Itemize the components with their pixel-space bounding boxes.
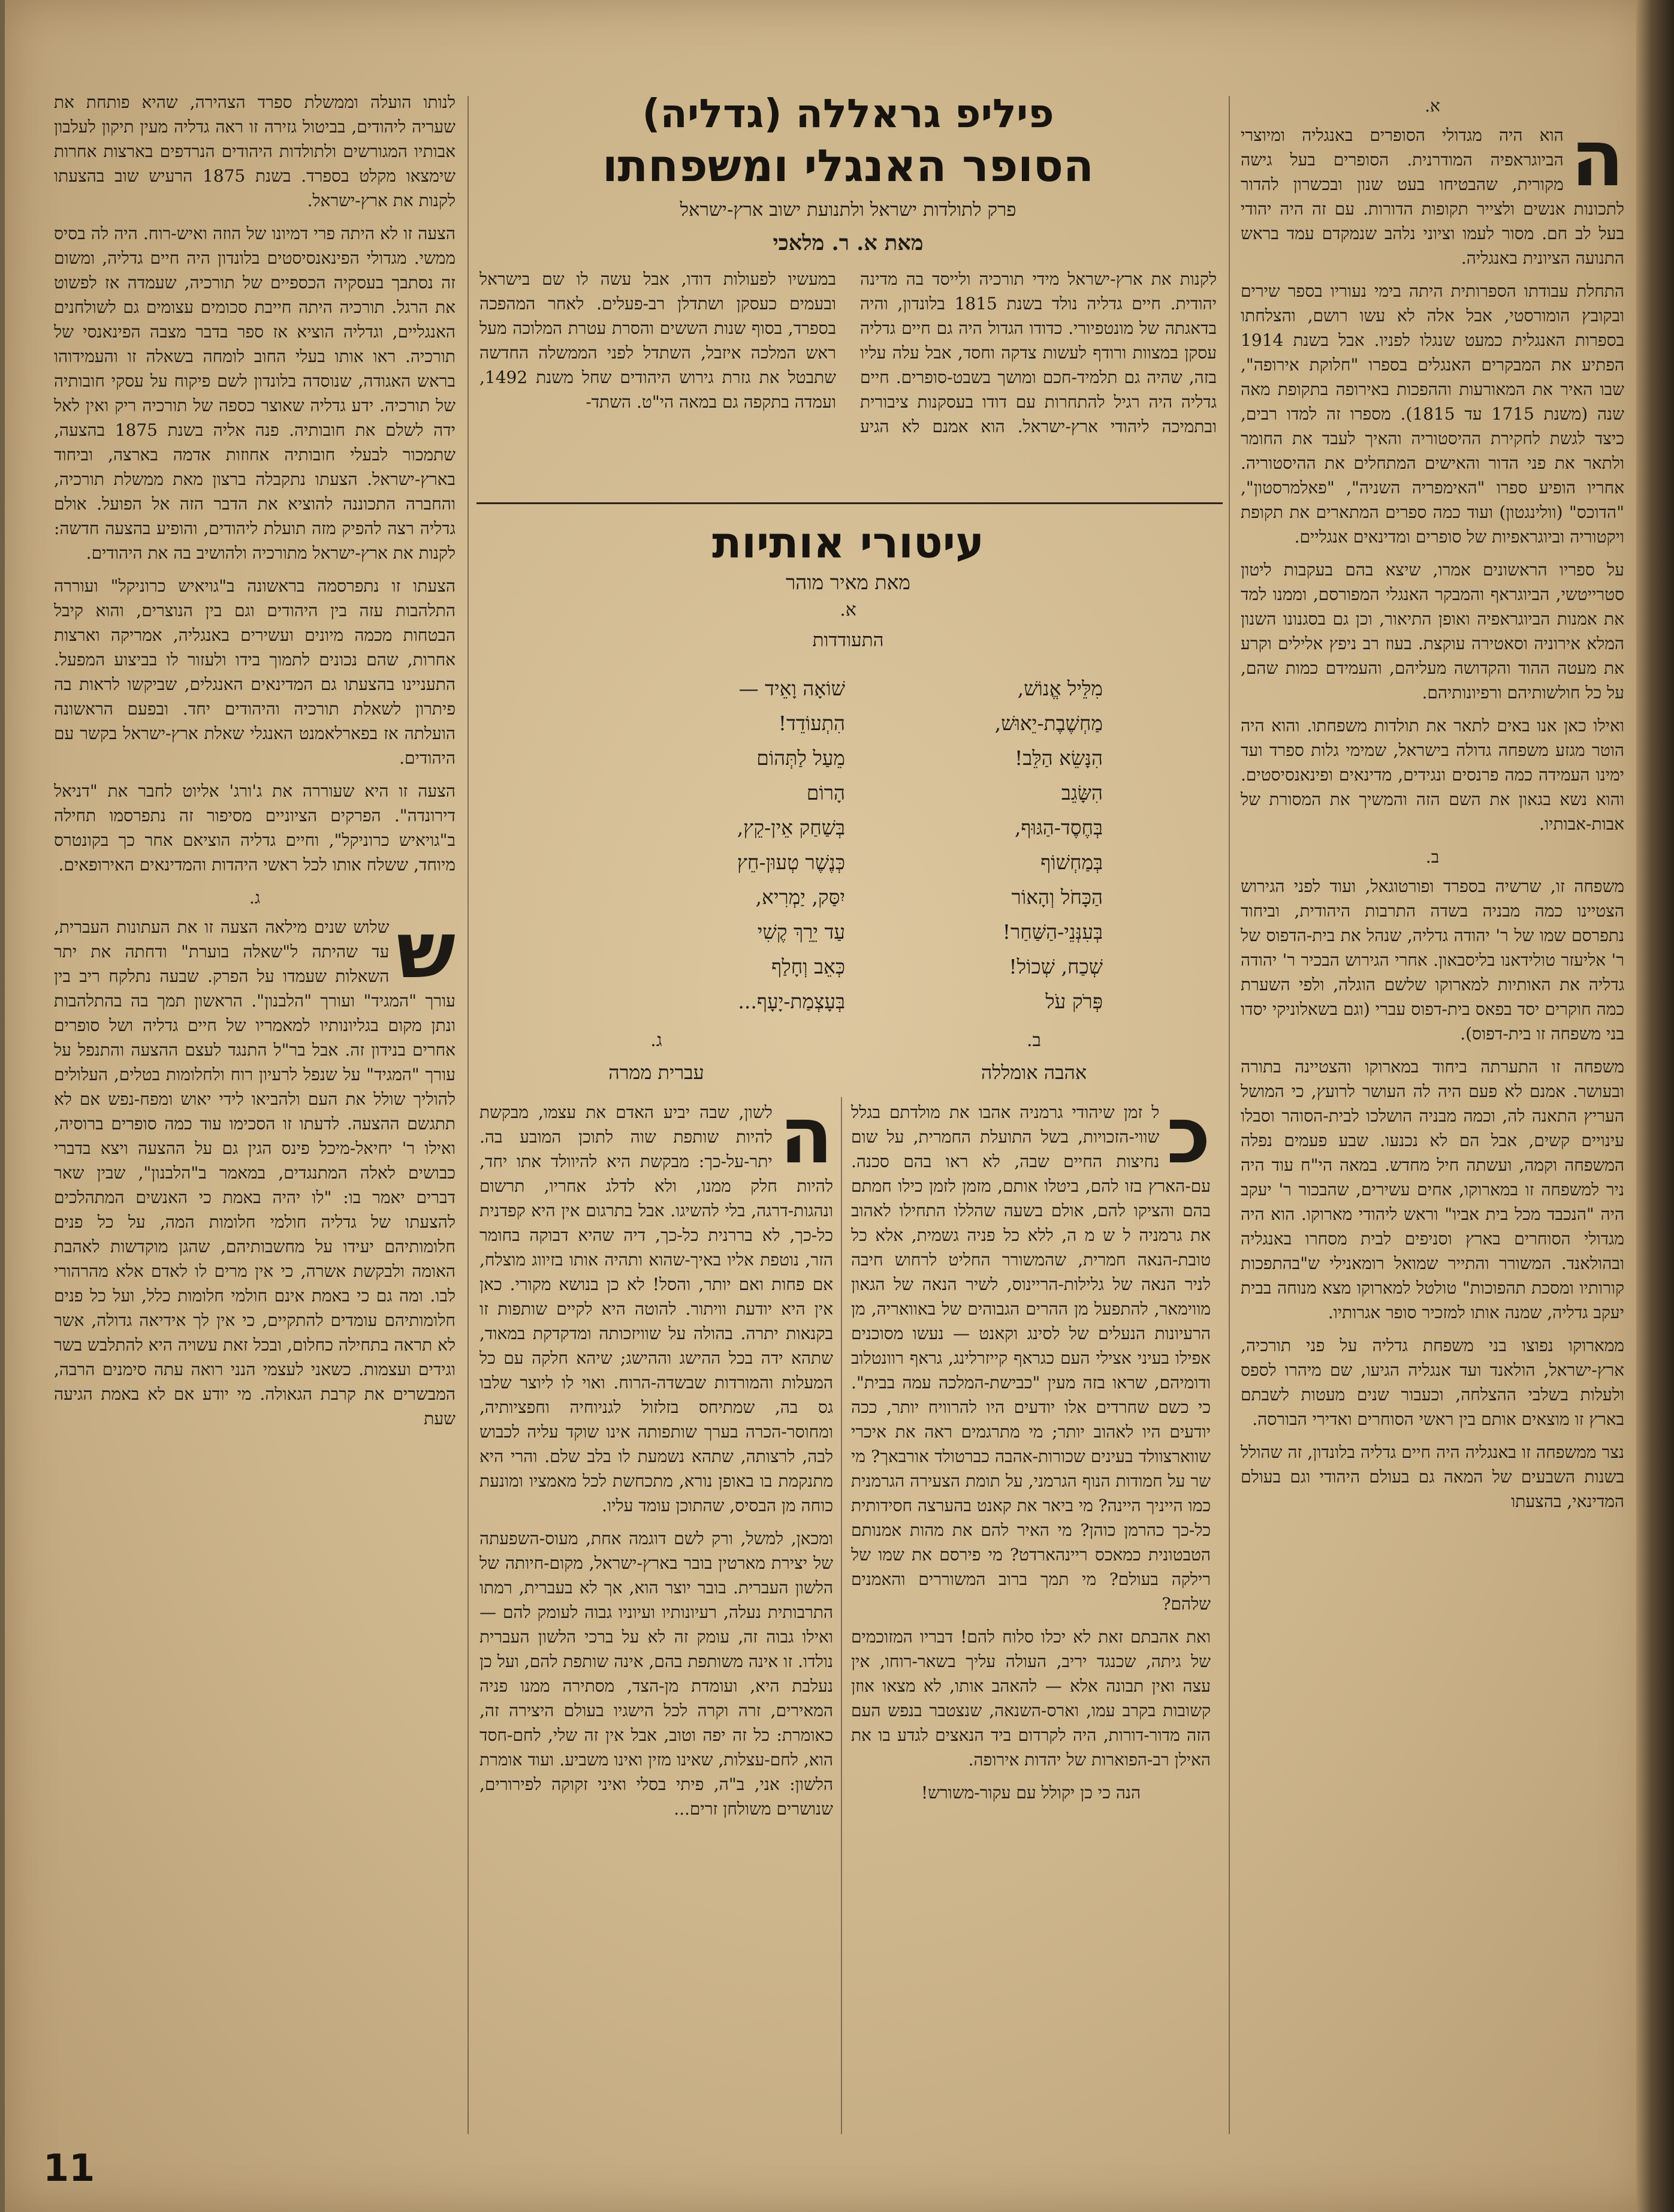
paragraph: כ ל זמן שיהודי גרמניה אהבו את מולדתם בגלל שווי-הזכויות, בשל התועלת החמרית, על שום נחיצות החיים שבה, לא ראו בהם סכנה. עם-הארץ בזו להם, ביטלו אותם, מזמן לזמן כילו חמתם בהם והציקו להם, אולם בשעה שהללו התחילו לאהוב את גרמניה ל ש מ ה, ללא כל פניה גשמית, אלא כל טובת-הנאה חמרית, שהמשורר החליט לרחוש חיבה לניר הנאה של גלילות-הריינוס, לשיר הנאה של הגאון מווימאר, להתפעל מן ההרים הגבוהים של באוואריה, מן הרעיונות הנעלים של לסינג וקאנט — נעשו מסוכנים אפילו בעיני אצילי העם כגראף קייזרלינג, גראף רוונטלוב ודומיהם, שראו בזה מעין "כבישת-המלכה עמה בבית". כי כשם שחרדים אלו יודעים היו להרוויח יותר, ככה יודעים היו לאהוב יותר; מי מתרגמים ראה את איכרי שווארצוולד בעינים שכורות-אהבה כברטולד אורבאך? מי שר על חמודות הנוף הגרמני, על תומת הצעירה הגרמנית כמו הייניך היינה? מי ביאר את קאנט בהערצה חסידותית כל-כך כהרמן כוהן? מי האיר להם את מהות אמנותם הטבטונית כמאכס ריינהארדט? מי פירסם את שמו של רילקה בעולם? מי תמך ברוב המשוררים והאמנים שלהם? xyxy=(851,1100,1211,1614)
poem-line: מִלֵּיל אֱנוֹשׁ, xyxy=(1017,677,1103,700)
page-number: 11 xyxy=(43,2146,95,2190)
paragraph: ממארוקו נפוצו בני משפחת גדליה על פני תורכיה, ארץ-ישראל, הולאנד ועד אנגליה הגיעו, שם מיהרו לספס ולעלות בשלבי ההצלחה, וכעבור שנים מעטות לשבתם בארץ זו מוצאים אותם בין ראשי הסוחרים ואדירי הבורסה. xyxy=(1241,1336,1624,1429)
poem2-title: אהבה אומללה xyxy=(981,1061,1087,1084)
poem1-left-stanza xyxy=(617,671,845,1019)
paragraph: משפחה זו, שרשיה בספרד ופורטוגאל, ועוד לפני הגירוש הצטיינו כמה מבניה בשדה התרבות היהודית, וביחוד נתפרסם שמו של ר' יהודה גדליה, שנהל את בית-הדפוס של ר' אליעזר טולידאנו בליסבאון. אחרי הגירוש הבכיר ר' יהודה גדליה את האותיות למארוקו שלשם הוגלה, ולפי השערת כמה חוקרים יסד בפאס בית-דפוס עברי (וגם בשאלוניקי יסדו בני משפחה זו בית-דפוס). xyxy=(1241,876,1624,1044)
poem-line: כְּנֶשֶׁר טְעוּן-חֵץ xyxy=(737,851,845,874)
article1-title-line2: הסופר האנגלי ומשפחתו xyxy=(602,140,1094,192)
poem-line: הִתְעוֹדֵד! xyxy=(778,712,845,735)
poem-line: שְׁכַח, שְׁכוֹל! xyxy=(1009,955,1103,978)
paragraph: התחלת עבודתו הספרותית היתה בימי נעוריו בספר שירים ובקובץ הומורסטי, אבל אלה לא עשו רושם, והצלחתו בספרות האנגלית כמעט שנגלו לפניו. אבל בשנת 1914 הפתיע את המבקרים האנגלים בספרו "חלוקת אירופה", שבו האיר את המאורעות וההפכות באירופה בתקופת מאה שנה (משנת 1715 עד 1815). מספרו זה למדו רבים, כיצד לגשת לחקירת ההיסטוריה והאיך לעבד את החומר ולתאר את פני הדור והאישים המתחלים את ההיסטוריה. אחריו הופיע ספרו "האימפריה השניה", "פאלמרסטון", "הדוכס" (וולינגטון) ועוד כמה ספרים המתארים את תקופת ויקטוריה וביוגראפיות של סופרים ומדינאים אנגליים. xyxy=(1241,281,1624,547)
article1-center-column xyxy=(479,267,1217,489)
poem-line: שׁוֹאָה וָאֵיד — xyxy=(738,677,845,700)
article2-section-a: א. xyxy=(840,599,856,620)
poem2-column xyxy=(851,1100,1211,2137)
column-rule xyxy=(1229,96,1230,2134)
poem3-title: עברית ממרה xyxy=(608,1061,704,1084)
poem-line: פְּרֹק עֹל xyxy=(1045,990,1103,1013)
paragraph: הצעתו זו נתפרסמה בראשונה ב"גויאיש כרוניקל" ועוררה התלהבות עזה בין היהודים וגם בין הנוצרים, והוא קיבל הבטחות מכמה מיונים ועשירים באנגליה, אמריקה וארצות אחרות, שהם נכונים לתמוך בידו ולעזור לו בביצוע המפעל. התעניינו בהצעתו גם המדינאים האנגלים, שביקשו לראות בה פיתרון לשאלת תורכיה והיהודים יחד. ובפעם הראשונה הועלתה אז בפארלאמנט האנגלי שאלת ארץ-ישראל בקשר עם היהודים. xyxy=(54,576,456,768)
poem-line: בְּעִנְּנֵי-הַשַּׁחַר! xyxy=(1002,920,1103,944)
poem-line: יִסַּק, יַמְרִיא, xyxy=(755,885,845,909)
poem-line: הִשָּׂגֵב xyxy=(1061,781,1103,804)
paragraph: הצעה זו היא שעוררה את ג'ורג' אליוט לחבר את "דניאל דירונדה". הפרקים הציוניים מסיפור זה נתפרסמו תחילה ב"גויאיש כרוניקל", וחיים גדליה הוציאם אחר כך בקונטרס מיוחד, ששלח אותו לכל ראשי היהדות והמדינאים האירופאים. xyxy=(54,781,456,875)
article2-section-b: ב. xyxy=(1027,1030,1041,1051)
article2-section-c: ג. xyxy=(650,1030,662,1051)
paragraph: משפחה זו התערתה ביחוד במארוקו והצטיינה בתורה ובעושר. אמנם לא פעם היה לה העושר לרועץ, כי המושל העריץ התאנה לה, וכמה מבניה הושלכו לבית-הסוהר וסבלו עינויים קשים, אבל הם לא נכנעו. שבע פעמים נפלה המשפחה וקמה, ועשתה חיל מחדש. במאה הי"ח עוד היה ניר למשפחה זו במארוקו, אחים עשירים, שהבכור ר' יעקב היה "הנכבד מכל בית אביו" וראש ליהודי מארוקו. הוא היה מגדולי הסוחרים בארץ וסניפים לבית מסחרו באנגליה ובהולאנד. המשורר והתייר שמואל רומאנילי ש"בהתפכות קורותיו ומסכת תהפוכות" טולטל למארוקו מצא מנוחה בבית יעקב גדליה, שמנה אותו למזכיר סופר אגרותיו. xyxy=(1241,1057,1624,1322)
paragraph: ואילו כאן אנו באים לתאר את תולדות משפחתו. והוא היה הוטר מגזע משפחה גדולה בישראל, שמימי גלות ספרד ועד ימינו העמידה כמה פרנסים ונגידים, מדינאים ופינאנסיסטים. והוא נשא בגאון את השם הזה והמשיך את המסורת של אבות-אבותיו. xyxy=(1241,716,1624,834)
article1-section-c: ג. xyxy=(249,888,261,908)
article1-title-line1: פיליפ גראללה (גדליה) xyxy=(642,91,1054,137)
paragraph: ה הוא היה מגדולי הסופרים באנגליה ומיוצרי הביוגראפיה המודרנית. הסופרים בעל גישה מקורית, שהבטיחו בעט שנון ובכשרון להדור לתכונות אנשים ולצייר תקופות הדורות. עם זה היה יהודי בעל לב חם. מסור לעמו וציוני נלהב שנמקדם עמד בראש התנועה הציונית באנגליה. xyxy=(1241,113,1624,268)
paragraph: הנה כי כן יקולל עם עקור-משורש! xyxy=(921,1783,1141,1803)
article2-title: עיטורי אותיות xyxy=(712,517,984,568)
poem-line: בְּמַחְשׁוֹף xyxy=(1040,851,1103,874)
poem3-column xyxy=(479,1100,833,2137)
paragraph: ואת אהבתם זאת לא יכלו סלוח להם! דבריו המזוכמים של גיתה, שכנגד יריב, העולה עליך בשאר-רוחו, אין עצה ואין תבונה אלא — להאהב אותו, לא מצאו אוזן קשובות בקרב עמו, וארס-השנאה, שנצטבר בנפש העם הזה מדור-דורות, היה לקרדום ביד הנאצים לגדע בו את האילן רב-הפוארות של יהדות אירופה. xyxy=(851,1627,1211,1770)
paragraph: ה לשון, שבה יביע האדם את עצמו, מבקשת להיות שותפת שוה לתוכן המובע בה. יתר-על-כך: מבקשת היא להיוולד אתו יחד, להיות חלק ממנו, ולא לדלג אחריו, תרשום ונהגות-דרגה, בלי להשיגו. אבל בתרגום אין היא קפדנית כל-כך, לא בררנית כל-כך, דיה שהיא דבוקה בחומר הזר, נוטפת אליו באיך-שהוא ותהיה אותו בזיווג מוצלח, אם פחות ואם יותר, והסל! לא כן בנושא מקורי. כאן אין היא יודעת וויתור. להוטה היא לקיים שותפות זו בקנאות יתרה. בהולה על שוויזכותה ומדקדקת במאוד, שתהא ידה בכל ההישג וההישג; שיהא חלקה עם כל המעלות והמורדות שבשדה-הרוח. ואוי לו ליוצר שלבו גס בה, שמתיחס בזלזול לגניוחיה וחפציותיה, ומחוסר-הכרה בערך שותפותה אינו שוקד עליה לכבוש לבה, לרצותה, שתהא נשמעת לו בלב שלם. והרי היא מתנקמת בו באופן נורא, מתכחשת לכל מאמציו ומונעת כוחה מן הבסיס, שהתוכן עומד עליו. xyxy=(479,1100,833,1515)
paragraph: לנותו הועלה וממשלת ספרד הצהירה, שהיא פותחת את שעריה ליהודים, בביטול גזירה זו ראה גדליה מעין תיקון לעלבון אבותיו המגורשים ולתולדות היהודים הנרדפים בארצות אחרות שימצאו מקלט בספרד. בשנת 1875 הרעיש שוב בהצעתו לקנות את ארץ-ישראל. xyxy=(54,92,456,210)
poem-line: בְּחֶסֶד-הַגּוּף, xyxy=(1014,816,1103,839)
poem-line: עַד יֵרֵךְ קֶשִׁי xyxy=(757,920,845,944)
column-rule xyxy=(467,96,469,2134)
section-divider xyxy=(476,502,1223,504)
dropcap: ה xyxy=(779,1100,833,1181)
article1-subtitle: פרק לתולדות ישראל ולתנועת ישוב ארץ-ישראל xyxy=(680,199,1017,221)
poem-line: מַחְשֶׁבֶת-יֵאוּשׁ, xyxy=(994,712,1103,735)
article1-left-column xyxy=(54,90,456,2128)
poem-line: בְּשַׁחַק אֵין-קֵץ, xyxy=(737,816,845,839)
article1-section-a: א. xyxy=(1425,96,1440,116)
article2-author: מאת מאיר מוהר xyxy=(786,571,910,594)
paragraph: לקנות את ארץ-ישראל מידי תורכיה ולייסד בה מדינה יהודית. חיים גדליה נולד בשנת 1815 בלונדון, והיה בדאגתה של מונטפיורי. כדודו הגדול היה גם חיים גדליה עסקן במצוות ורודף לעשות צדקה וחסד, אבל עלה עליו בזה, שהיה גם תלמיד-חכם ומושך בשבט-סופרים. חיים גדליה היה רגיל להתחרות עם דודו בעסקנות ציבורית ובתמיכה ליהודי ארץ-ישראל. הוא אמנם לא הגיע במעשיו לפעולות דודו, אבל עשה לו שם בישראל ובעמים כעסקן ושתדלן רב-פעלים. לאחר המהפכה בספרד, בסוף שנות הששים והסרת עטרת המלוכה מעל ראש המלכה איזבל, השתדל לפני הממשלה החדשה שתבטל את גזרת גירוש היהודים שחל משנת 1492, ועמדה בתקפה גם במאה הי"ט. השתד- xyxy=(479,269,1217,436)
page-binding-edge xyxy=(1636,0,1674,2212)
poem-line: מֵעַל לַתְּהוֹם xyxy=(756,746,845,770)
poem-line: כְּאֵב וְחָלַף xyxy=(771,955,845,978)
article1-author: מאת א. ר. מלאכי xyxy=(773,231,924,255)
column-rule xyxy=(841,1097,842,2134)
dropcap: כ xyxy=(1166,1100,1211,1181)
paragraph: ש שלוש שנים מילאה הצעה זו את העתונות העברית, עד שהיתה ל"שאלה בוערת" ודחתה את יתר השאלות שעמדו על הפרק. שבעה נתלקח ריב בין עורך "המגיד" ועורך "הלבנון". הראשון תמך בה בהתלהבות ונתן מקום בגליונותיו למאמריו של חיים גדליה ושל סופרים אחרים בנידון זה. אבל בר"ל התנגד לעצם ההצעה והתנפל על עורך "המגיד" על שנפל לרעיון רוח ולחלומות בטלים, העלולים להוליך שולל את העם ולהביאו לידי יאוש ומפח-נפש אם לא תתגשם ההצעה. לדעתו זו הסכימו עוד כמה סופרים ברוסיה, ואילו ר' יחיאל-מיכל פינס הגין גם על ההצעה ויצא בדברי כבושים לאלה המתנגדים, במאמר ב"הלבנון", שבין שאר דברים יאמר בו: "לו יהיה באמת כי האנשים המתהלכים להצעתו של גדליה חולמי חלומות המה, על כל פנים חלומותיהם יעידו על מחשבותיהם, שהגן מוקדשות לאהבת האומה ולבקשת אשרה, כי אין מרים לו לאדם אלא מהרהורי לבו. ומה גם כי באמת אינם חולמי חלומות כלל, ועל כל פנים חלומותיהם עומדים להתקיים, כי אין לך אידיאה גדולה, אשר לא תראה בתחילה כחלום, ובכל זאת עשויה היא להתלבש בשר וגידים ועצמות. כשאני לעצמי הנני רואה עתה סימנים הרבה, המבשרים את קרבת הגאולה. מי יודע אם לא באמת הגיעה שעת xyxy=(54,905,456,1429)
poem1-title: התעודדות xyxy=(812,629,884,651)
dropcap: ה xyxy=(1570,113,1624,204)
poem-line: הַכָּחֹל וְהָאוֹר xyxy=(1011,885,1103,909)
paragraph: ומכאן, למשל, ורק לשם דוגמה אחת, מעוס-השפעתה של יצירת מארטין בובר בארץ-ישראל, מקום-חיותה של הלשון העברית. בובר יוצר הוא, אך לא בעברית, רמתו התרבותית נעלה, רעיונותיו ועיוניו גבוה לעומק להם — ואילו גבוה זה, עומק זה לא על ברכי הלשון העברית נולדו. זו אינה משותפת בהם, אינה שותפת להם, ועל כן נעלבת היא, ועומדת מן-הצד, מסתירה ממנו פניה המאירים, זרה וקרה לכל הישגיו בעולם היצירה זה, כאומרת: כל זה יפה וטוב, אבל אין זה שלי, לחם-חסד הוא, לחם-עצלות, שאינו מזין ואינו משביע. ועוד אומרת הלשון: אני, ב"ה, פיתי בסלי ואיני זקוקה לפירורים, שנושרים משולחן זרים... xyxy=(479,1529,833,1819)
article1-right-column xyxy=(1241,90,1624,2128)
poem-line: בְּעָצְמַת-יָעָף... xyxy=(738,990,845,1013)
poem-line: הִנָּשֵׂא הַלֵּב! xyxy=(1015,746,1103,770)
poem1-right-stanza xyxy=(875,671,1103,1019)
paragraph: הצעה זו לא היתה פרי דמיונו של הוזה ואיש-רוח. היה לה בסיס ממשי. מגדולי הפינאנסיסטים בלונדון היה חיים גדליה, ומשום זה נסתבך בעסקיה הכספיים של תורכיה, שעמדה אז לפשוט את הרגל. תורכיה היתה חייבת סכומים עצומים גם לשולחנים האנגליים, וגדליה הוציא אז ספר בדבר מצבה הפינאנסי של תורכיה. ראו אותו בעלי החוב לומחה בשאלה זו והעמידוהו בראש האגודה, שנוסדה בלונדון לשם פיקוח על עסקי חובותיה של תורכיה. ידע גדליה שאוצר כספה של תורכיה ריק ואין לאל ידה לשלם את חובותיה. פנה אליה בשנת 1875 בהצעה, שתמכור לבעלי חובותיה אחוזות אדמה בארצה, וביחוד בארץ-ישראל. הצעתו נתקבלה ברצון מאת ממשלת תורכיה, והחברה התכוננה להוציא את הדבר הזה אל הפועל. אולם גדליה רצה להפיק מזה תועלת ליהודים, והופיע בהצעה חדשה: לקנות את ארץ-ישראל מתורכיה ולהושיב בה את היהודים. xyxy=(54,224,456,563)
paragraph: על ספריו הראשונים אמרו, שיצא בהם בעקבות ליטון סטרייטשי, הביוגראף והמבקר האנגלי המפורסם, וממנו למד את אמנות הביוגראפיה ואופן התיאור, וכן גם בסגנונו השנון המלא אירוניה וסאטירה עוקצת. בעוז רב ניפץ אלילים וקרע את מעטה ההוד והקדושה מעליהם, והעמידם כמות שהם, על כל חולשותיהם ורפיונותיהם. xyxy=(1241,560,1624,703)
paragraph: נצר ממשפחה זו באנגליה היה חיים גדליה בלונדון, זה שהולל בשנות השבעים של המאה גם בעולם היהודי וגם בעולם המדינאי, בהצעתו xyxy=(1241,1442,1624,1511)
article1-section-b: ב. xyxy=(1425,847,1440,867)
poem-line: הָרוֹם xyxy=(806,781,845,804)
dropcap: ש xyxy=(396,905,456,996)
